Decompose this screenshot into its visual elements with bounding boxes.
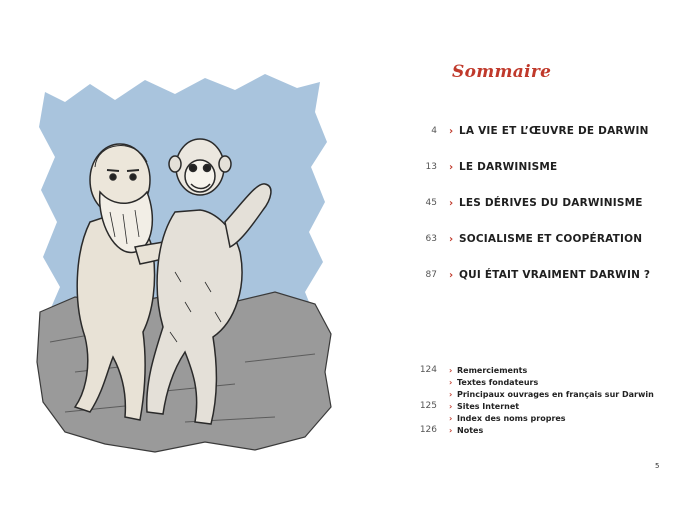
toc-page-number: 4: [431, 126, 437, 136]
chevron-right-icon: ›: [449, 365, 453, 375]
chevron-right-icon: ›: [449, 377, 453, 387]
chevron-right-icon: ›: [449, 389, 453, 399]
toc-sub-entry[interactable]: [405, 388, 695, 400]
toc-sub-entry[interactable]: [405, 364, 695, 376]
toc-sub-entry[interactable]: [405, 424, 695, 436]
toc-entry[interactable]: [405, 158, 695, 176]
toc-entry[interactable]: [405, 266, 695, 284]
toc-entry-label: LES DÉRIVES DU DARWINISME: [459, 197, 643, 209]
toc-page-number: 126: [419, 425, 437, 435]
toc-sub-entry-label: Notes: [457, 425, 484, 435]
toc-sub-entry[interactable]: [405, 412, 695, 424]
toc-page-number: 45: [425, 198, 437, 208]
toc-sub-entry-label: Sites Internet: [457, 401, 520, 411]
chevron-right-icon: ›: [449, 401, 453, 411]
toc-sub-entry-label: Textes fondateurs: [457, 377, 539, 387]
toc-page-number: 124: [419, 365, 437, 375]
chevron-right-icon: ›: [449, 425, 453, 435]
page-number: 5: [655, 462, 660, 470]
chevron-right-icon: ›: [449, 125, 454, 137]
toc-sub-entry-label: Index des noms propres: [457, 413, 566, 423]
toc-entry[interactable]: [405, 122, 695, 140]
darwin-and-monkey-illustration: [35, 72, 335, 462]
toc-entry-label: SOCIALISME ET COOPÉRATION: [459, 233, 643, 245]
toc-page-number: 63: [425, 234, 437, 244]
toc-entry[interactable]: [405, 230, 695, 248]
toc-page-number: 125: [419, 401, 437, 411]
toc-sub-entry[interactable]: [405, 400, 695, 412]
chevron-right-icon: ›: [449, 269, 454, 281]
toc-entry-label: QUI ÉTAIT VRAIMENT DARWIN ?: [459, 269, 651, 281]
chevron-right-icon: ›: [449, 197, 454, 209]
toc-entry-label: LE DARWINISME: [459, 161, 558, 173]
toc-entry[interactable]: [405, 194, 695, 212]
toc-sub-entry-label: Principaux ouvrages en français sur Darwin: [457, 389, 654, 399]
chevron-right-icon: ›: [449, 233, 454, 245]
toc-entry-label: LA VIE ET L’ŒUVRE DE DARWIN: [459, 125, 649, 137]
toc-page-number: 87: [425, 270, 437, 280]
toc-sub-entry[interactable]: [405, 376, 695, 388]
chevron-right-icon: ›: [449, 161, 454, 173]
toc-page-number: 13: [425, 162, 437, 172]
chevron-right-icon: ›: [449, 413, 453, 423]
toc-title: Sommaire: [452, 62, 552, 82]
toc-sub-entry-label: Remerciements: [457, 365, 528, 375]
